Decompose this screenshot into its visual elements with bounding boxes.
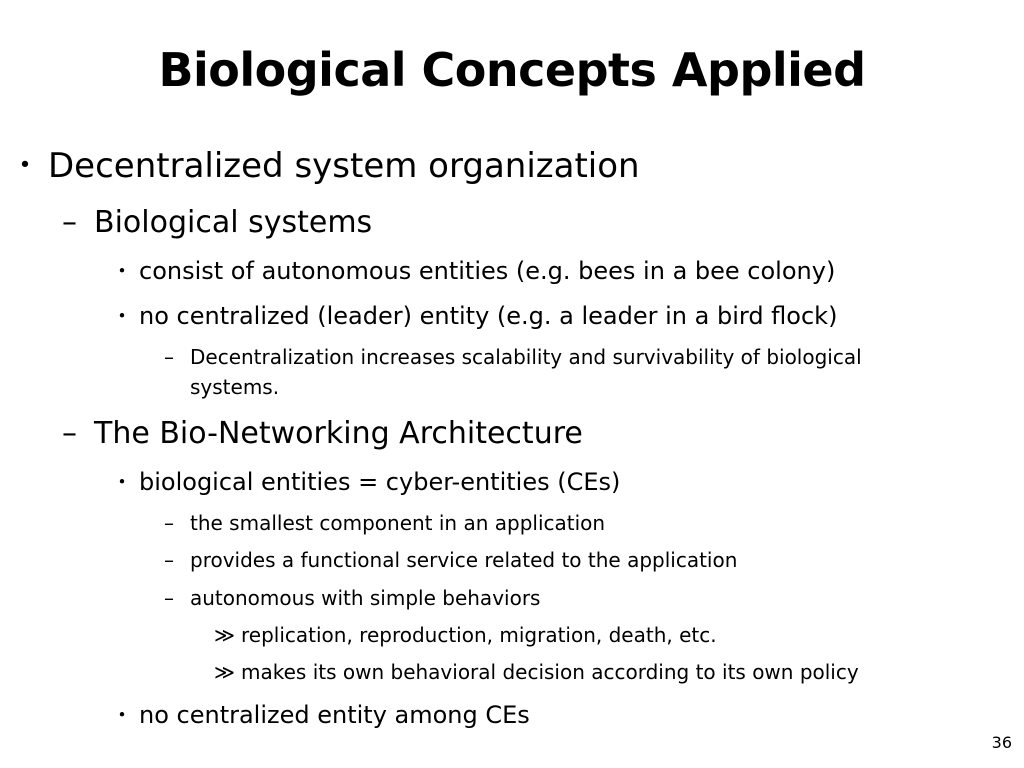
double-chevron-icon: ≫: [214, 660, 235, 684]
bullet-marker: ・: [110, 468, 134, 496]
bullet-marker: ・: [110, 302, 134, 330]
item-smallest-component: the smallest component in an application: [190, 511, 606, 535]
bullet-decentralized: Decentralized system organization: [48, 146, 640, 186]
item-own-decision: makes its own behavioral decision according to its own policy: [241, 660, 859, 684]
dash-marker: –: [62, 416, 77, 451]
item-functional-service: provides a functional service related to the application: [190, 548, 738, 572]
dash-marker: –: [62, 205, 77, 240]
double-chevron-icon: ≫: [214, 623, 235, 647]
slide-title: Biological Concepts Applied: [158, 43, 866, 97]
page-number: 36: [991, 733, 1012, 752]
item-cyber-entities: biological entities = cyber-entities (CEs): [139, 468, 621, 496]
bullet-marker: ・: [110, 257, 134, 285]
subitem-biological-systems: Biological systems: [94, 205, 373, 240]
item-replication: replication, reproduction, migration, death, etc.: [241, 623, 717, 647]
item-autonomous-behaviors: autonomous with simple behaviors: [190, 586, 541, 610]
dash-marker: –: [164, 586, 174, 610]
item-scalability-line1: Decentralization increases scalability and survivability of biological: [190, 345, 862, 369]
item-no-leader: no centralized (leader) entity (e.g. a leader in a bird flock): [139, 302, 838, 330]
dash-marker: –: [164, 548, 174, 572]
item-scalability-line2: systems.: [190, 375, 280, 399]
dash-marker: –: [164, 345, 174, 369]
bullet-marker: ・: [110, 701, 134, 729]
dash-marker: –: [164, 511, 174, 535]
item-autonomous-entities: consist of autonomous entities (e.g. bees in a bee colony): [139, 257, 836, 285]
item-no-centralized-ces: no centralized entity among CEs: [139, 701, 530, 729]
subitem-bio-networking: The Bio-Networking Architecture: [94, 416, 583, 451]
bullet-marker: ・: [8, 146, 42, 186]
